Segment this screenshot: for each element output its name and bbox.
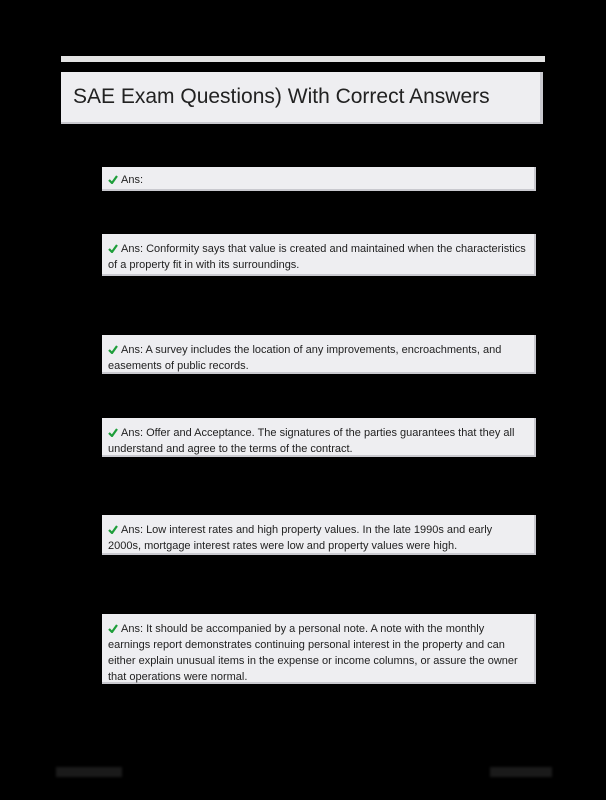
- answer-text: Ans: Conformity says that value is created and maintained when the characteristics of a property fit in with its surroundings.: [108, 243, 526, 271]
- answer-box-2: [102, 234, 536, 276]
- check-icon: [108, 244, 118, 253]
- footer-right-blurred: [490, 767, 552, 777]
- check-icon: [108, 428, 118, 437]
- check-icon: [108, 175, 118, 184]
- answer-box-1: [102, 167, 536, 191]
- answer-text: Ans: Low interest rates and high property values. In the late 1990s and early 2000s, mortgage interest rates were low and property values were high.: [108, 524, 493, 552]
- answer-text: Ans: Offer and Acceptance. The signatures of the parties guarantees that they all understand and agree to the terms of the contract.: [108, 427, 515, 455]
- answer-text: Ans:: [121, 174, 144, 186]
- top-divider: [61, 56, 545, 62]
- check-icon: [108, 345, 118, 354]
- answer-box-4: [102, 418, 536, 457]
- check-icon: [108, 624, 118, 633]
- answer-box-5: [102, 515, 536, 555]
- answer-text: Ans: It should be accompanied by a personal note. A note with the monthly earnings report demonstrates continuing personal interest in the property and can either explain unusual items in the expense or income columns, or assure the owner that operations were normal.: [108, 623, 518, 683]
- footer-left-blurred: [56, 767, 122, 777]
- check-icon: [108, 525, 118, 534]
- title-box: [61, 72, 543, 124]
- answer-box-6: [102, 614, 536, 684]
- answer-box-3: [102, 335, 536, 374]
- answer-text: Ans: A survey includes the location of any improvements, encroachments, and easements of public records.: [108, 344, 502, 372]
- page-title: SAE Exam Questions) With Correct Answers: [73, 85, 490, 108]
